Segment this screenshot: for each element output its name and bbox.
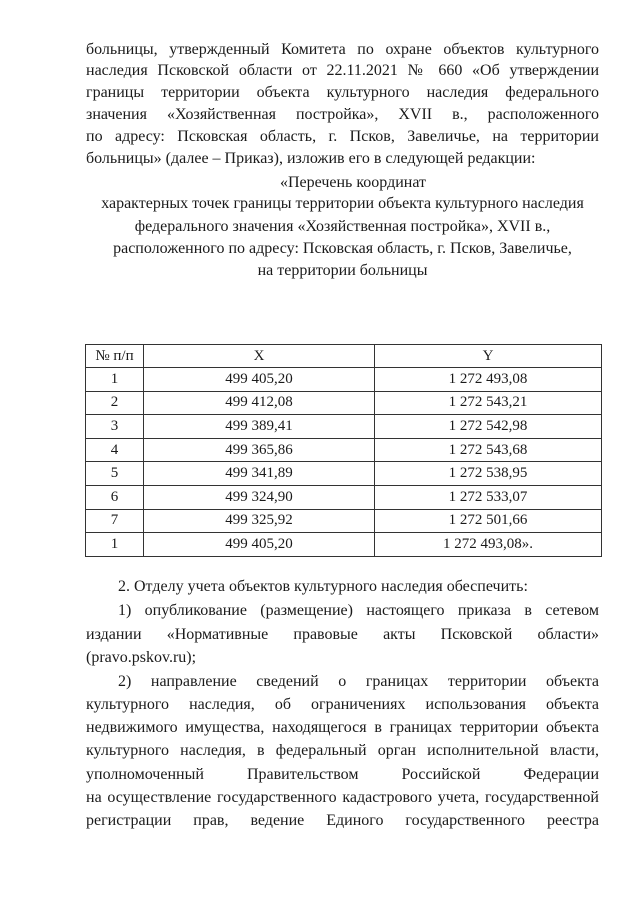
- cell-number: 3: [86, 415, 144, 439]
- table-row: [86, 391, 602, 415]
- table-row: [86, 462, 602, 486]
- cell-y: 1 272 542,98: [375, 415, 602, 439]
- cell-y: 1 272 493,08: [375, 368, 602, 392]
- intro-line: границы территории объекта культурного наследия федерального: [86, 84, 599, 101]
- column-header-y: Y: [375, 345, 602, 368]
- table-row: [86, 509, 602, 533]
- list-heading: характерных точек границы территории объекта культурного наследия: [101, 195, 584, 212]
- cell-y: 1 272 533,07: [375, 485, 602, 509]
- column-header-x: X: [144, 345, 375, 368]
- list-heading: «Перечень координат: [279, 174, 427, 191]
- cell-x: 499 325,92: [144, 509, 375, 533]
- intro-line: наследия Псковской области от 22.11.2021 № 660 «Об утверждении: [86, 62, 599, 79]
- section-2-line: культурного наследия, об ограничениях использования объекта: [86, 696, 599, 713]
- cell-y: 1 272 493,08».: [375, 533, 602, 557]
- list-heading: федерального значения «Хозяйственная постройка», XVII в.,: [134, 218, 551, 235]
- section-2-line: (pravo.pskov.ru);: [86, 649, 197, 666]
- cell-x: 499 405,20: [144, 368, 375, 392]
- table-header-row: [86, 345, 602, 368]
- list-heading: расположенного по адресу: Псковская область, г. Псков, Завеличье,: [113, 240, 572, 257]
- cell-number: 1: [86, 368, 144, 392]
- cell-y: 1 272 543,21: [375, 391, 602, 415]
- section-2-line: 2) направление сведений о границах территории объекта: [118, 673, 599, 690]
- cell-number: 6: [86, 485, 144, 509]
- section-2-line: уполномоченный Правительством Российской Федерации: [86, 766, 599, 783]
- column-header-number: № п/п: [86, 345, 144, 368]
- cell-x: 499 324,90: [144, 485, 375, 509]
- table-row: [86, 368, 602, 392]
- section-2-heading: 2. Отделу учета объектов культурного наследия обеспечить:: [118, 578, 528, 595]
- cell-x: 499 389,41: [144, 415, 375, 439]
- cell-y: 1 272 543,68: [375, 438, 602, 462]
- section-2-line: издании «Нормативные правовые акты Псковской области»: [86, 626, 599, 643]
- coordinates-table: [85, 344, 602, 557]
- section-2-line: недвижимого имущества, находящегося в границах территории объекта: [86, 719, 599, 736]
- intro-line: больницы» (далее – Приказ), изложив его в следующей редакции:: [86, 150, 536, 167]
- cell-number: 2: [86, 391, 144, 415]
- section-2-line: 1) опубликование (размещение) настоящего приказа в сетевом: [118, 602, 599, 619]
- table-row: [86, 533, 602, 557]
- intro-line: значения «Хозяйственная постройка», XVII в., расположенного: [86, 106, 599, 123]
- section-2-line: на осуществление государственного кадастрового учета, государственной: [86, 789, 599, 806]
- cell-y: 1 272 538,95: [375, 462, 602, 486]
- section-2-line: культурного наследия, в федеральный орган исполнительной власти,: [86, 742, 599, 759]
- table-row: [86, 485, 602, 509]
- cell-number: 4: [86, 438, 144, 462]
- cell-x: 499 412,08: [144, 391, 375, 415]
- cell-y: 1 272 501,66: [375, 509, 602, 533]
- list-heading: на территории больницы: [257, 262, 428, 279]
- intro-line: больницы, утвержденный Комитета по охране объектов культурного: [86, 41, 599, 58]
- intro-line: по адресу: Псковская область, г. Псков, Завеличье, на территории: [86, 128, 599, 145]
- cell-number: 5: [86, 462, 144, 486]
- cell-x: 499 341,89: [144, 462, 375, 486]
- table-row: [86, 438, 602, 462]
- cell-x: 499 365,86: [144, 438, 375, 462]
- cell-number: 7: [86, 509, 144, 533]
- cell-x: 499 405,20: [144, 533, 375, 557]
- cell-number: 1: [86, 533, 144, 557]
- section-2-line: регистрации прав, ведение Единого государственного реестра: [86, 812, 599, 829]
- table-row: [86, 415, 602, 439]
